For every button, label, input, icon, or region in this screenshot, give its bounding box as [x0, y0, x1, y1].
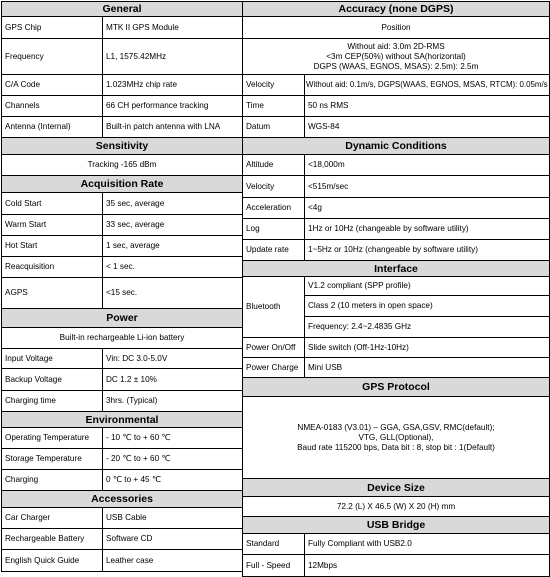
- dynamic-label: Update rate: [243, 240, 305, 261]
- gps-protocol-line: NMEA-0183 (V3.01) – GGA, GSA,GSV, RMC(default);: [297, 422, 495, 432]
- usb-bridge-header: USB Bridge: [243, 517, 550, 534]
- acquisition-header: Acquisition Rate: [2, 176, 243, 193]
- interface-header: Interface: [243, 261, 550, 277]
- interface-value: Slide switch (Off-1Hz-10Hz): [305, 338, 550, 358]
- acquisition-value: <15 sec.: [103, 278, 243, 309]
- accuracy-line: Without aid: 3.0m 2D-RMS: [347, 41, 445, 51]
- spec-sheet: [1, 1, 549, 570]
- acquisition-value: 33 sec, average: [103, 215, 243, 236]
- gps-protocol-header: GPS Protocol: [243, 378, 550, 397]
- general-value: 1.023MHz chip rate: [103, 75, 243, 96]
- accuracy-position: Position: [243, 17, 550, 39]
- general-label: Antenna (Internal): [2, 117, 103, 138]
- dynamic-header: Dynamic Conditions: [243, 138, 550, 155]
- usb-bridge-value: Fully Compliant with USB2.0: [305, 534, 550, 555]
- general-value: MTK II GPS Module: [103, 17, 243, 39]
- sensitivity-header: Sensitivity: [2, 138, 243, 155]
- bluetooth-value: Class 2 (10 meters in open space): [305, 296, 550, 317]
- sensitivity-value: Tracking -165 dBm: [2, 155, 243, 176]
- acquisition-value: 1 sec, average: [103, 236, 243, 257]
- accuracy-line: DGPS (WAAS, EGNOS, MSAS): 2.5m): 2.5m: [313, 61, 479, 71]
- accessory-item: Leather case: [103, 550, 243, 572]
- power-label: Charging time: [2, 391, 103, 412]
- accessory-item: Rechargeable Battery: [2, 529, 103, 550]
- general-value: Built-in patch antenna with LNA: [103, 117, 243, 138]
- environmental-label: Storage Temperature: [2, 449, 103, 470]
- environmental-header: Environmental: [2, 412, 243, 428]
- power-value: Vin: DC 3.0-5.0V: [103, 349, 243, 369]
- environmental-value: 0 ℃ to + 45 ℃: [103, 470, 243, 491]
- accuracy-datum-label: Datum: [243, 117, 305, 138]
- environmental-label: Charging: [2, 470, 103, 491]
- accuracy-header: Accuracy (none DGPS): [243, 2, 550, 17]
- accuracy-velocity-label: Velocity: [243, 75, 305, 96]
- accessories-header: Accessories: [2, 491, 243, 508]
- accessory-item: Car Charger: [2, 508, 103, 529]
- acquisition-value: 35 sec, average: [103, 193, 243, 215]
- environmental-value: - 10 ℃ to + 60 ℃: [103, 428, 243, 449]
- right-spec-table: [242, 1, 550, 577]
- acquisition-label: Cold Start: [2, 193, 103, 215]
- power-header: Power: [2, 309, 243, 328]
- device-size-value: 72.2 (L) X 46.5 (W) X 20 (H) mm: [243, 497, 550, 517]
- acquisition-label: Reacquisition: [2, 257, 103, 278]
- acquisition-label: Hot Start: [2, 236, 103, 257]
- dynamic-value: 1~5Hz or 10Hz (changeable by software utility): [305, 240, 550, 261]
- acquisition-label: Warm Start: [2, 215, 103, 236]
- accuracy-line: <3m CEP(50%) without SA(horizontal): [326, 51, 466, 61]
- general-header: General: [2, 2, 243, 17]
- accessory-item: English Quick Guide: [2, 550, 103, 572]
- power-value: DC 1.2 ± 10%: [103, 369, 243, 391]
- bluetooth-label: Bluetooth: [243, 277, 305, 338]
- accessory-item: USB Cable: [103, 508, 243, 529]
- dynamic-value: <18,000m: [305, 155, 550, 176]
- general-value: 66 CH performance tracking: [103, 96, 243, 117]
- dynamic-label: Altitude: [243, 155, 305, 176]
- power-battery: Built-in rechargeable Li-ion battery: [2, 328, 243, 349]
- general-label: Frequency: [2, 39, 103, 75]
- general-label: C/A Code: [2, 75, 103, 96]
- dynamic-label: Velocity: [243, 176, 305, 198]
- interface-label: Power Charge: [243, 358, 305, 378]
- interface-label: Power On/Off: [243, 338, 305, 358]
- accuracy-velocity-value: Without aid: 0.1m/s, DGPS(WAAS, EGNOS, MSAS, RTCM): 0.05m/s: [305, 75, 550, 96]
- bluetooth-value: V1.2 compliant (SPP profile): [305, 277, 550, 296]
- general-label: Channels: [2, 96, 103, 117]
- interface-value: Mini USB: [305, 358, 550, 378]
- environmental-label: Operating Temperature: [2, 428, 103, 449]
- left-spec-table: [1, 1, 243, 572]
- power-label: Backup Voltage: [2, 369, 103, 391]
- gps-protocol-line: VTG, GLL(Optional),: [358, 432, 434, 442]
- acquisition-label: AGPS: [2, 278, 103, 309]
- dynamic-value: <515m/sec: [305, 176, 550, 198]
- gps-protocol-line: Baud rate 115200 bps, Data bit : 8, stop bit : 1(Default): [297, 442, 495, 452]
- power-value: 3hrs. (Typical): [103, 391, 243, 412]
- dynamic-label: Log: [243, 219, 305, 240]
- general-value: L1, 1575.42MHz: [103, 39, 243, 75]
- dynamic-value: <4g: [305, 198, 550, 219]
- environmental-value: - 20 ℃ to + 60 ℃: [103, 449, 243, 470]
- gps-protocol-details: [243, 397, 550, 479]
- accuracy-time-label: Time: [243, 96, 305, 117]
- right-column: [242, 1, 549, 577]
- left-column: [1, 1, 242, 572]
- usb-bridge-label: Full - Speed: [243, 555, 305, 577]
- acquisition-value: < 1 sec.: [103, 257, 243, 278]
- usb-bridge-label: Standard: [243, 534, 305, 555]
- accessory-item: Software CD: [103, 529, 243, 550]
- accuracy-position-details: [243, 39, 550, 75]
- accuracy-time-value: 50 ns RMS: [305, 96, 550, 117]
- general-label: GPS Chip: [2, 17, 103, 39]
- power-label: Input Voltage: [2, 349, 103, 369]
- usb-bridge-value: 12Mbps: [305, 555, 550, 577]
- device-size-header: Device Size: [243, 479, 550, 497]
- accuracy-datum-value: WGS-84: [305, 117, 550, 138]
- dynamic-value: 1Hz or 10Hz (changeable by software utility): [305, 219, 550, 240]
- dynamic-label: Acceleration: [243, 198, 305, 219]
- bluetooth-value: Frequency: 2.4~2.4835 GHz: [305, 317, 550, 338]
